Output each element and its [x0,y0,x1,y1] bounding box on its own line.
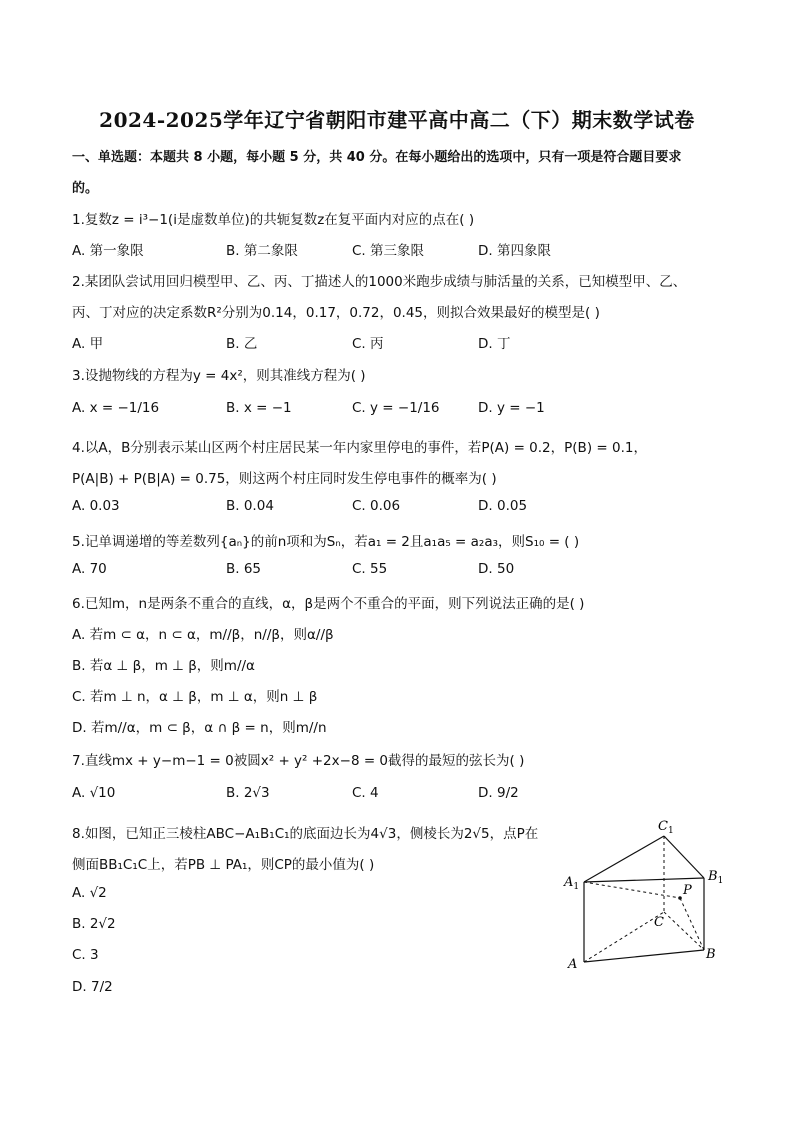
question-7-option-d: D. 9/2 [478,785,519,801]
label-c: C [654,915,664,930]
edge-ab [584,950,704,962]
question-4-option-b: B. 0.04 [226,498,274,514]
label-c1: $C_1$ [658,819,674,836]
question-4-option-d: D. 0.05 [478,498,528,514]
question-3-option-c: C. y = −1/16 [352,400,440,416]
prism-diagram [560,818,730,974]
question-1-stem: 1.复数z = i³−1(i是虚数单位)的共轭复数z在复平面内对应的点在( ) [72,212,475,228]
question-6-stem: 6.已知m，n是两条不重合的直线，α，β是两个不重合的平面，则下列说法正确的是( ) [72,596,585,612]
label-b: B [706,947,716,962]
label-b1: $B_1$ [708,869,724,886]
question-1-option-b: B. 第二象限 [226,243,298,259]
label-a: A [568,957,578,972]
section-heading-line1: 一、单选题：本题共 8 小题，每小题 5 分，共 40 分。在每小题给出的选项中，只有一项是符合题目要求 [72,150,682,165]
question-7-option-a: A. √10 [72,785,116,801]
question-8-line1: 8.如图，已知正三棱柱ABC−A₁B₁C₁的底面边长为4√3，侧棱长为2√5，点P在 [72,826,539,842]
question-2-option-d: D. 丁 [478,336,511,352]
question-6-option-c: C. 若m ⊥ n，α ⊥ β，m ⊥ α，则n ⊥ β [72,689,318,705]
page-title: 2024-2025学年辽宁省朝阳市建平高中高二（下）期末数学试卷 [99,108,695,132]
question-4-line1: 4.以A，B分别表示某山区两个村庄居民某一年内家里停电的事件，若P(A) = 0.2，P(B) = 0.1， [72,440,647,456]
segment-pb [680,898,704,950]
question-2-line1: 2.某团队尝试用回归模型甲、乙、丙、丁描述人的1000米跑步成绩与肺活量的关系，已知模型甲、乙、 [72,274,687,290]
question-8-line2: 侧面BB₁C₁C上，若PB ⊥ PA₁，则CP的最小值为( ) [72,857,375,873]
question-5-option-a: A. 70 [72,561,107,577]
question-7-option-c: C. 4 [352,785,379,801]
section-heading-line2: 的。 [72,181,99,196]
question-8-option-c: C. 3 [72,947,99,963]
question-3-stem: 3.设抛物线的方程为y = 4x²，则其准线方程为( ) [72,368,366,384]
label-a1: $A_1$ [564,875,580,892]
edge-ac-hidden [584,912,664,962]
question-5-option-d: D. 50 [478,561,515,577]
question-4-option-c: C. 0.06 [352,498,401,514]
edge-cb-hidden [664,912,704,950]
edge-a1c1 [584,836,664,882]
question-1-option-a: A. 第一象限 [72,243,144,259]
question-5-stem: 5.记单调递增的等差数列{aₙ}的前n项和为Sₙ，若a₁ = 2且a₁a₅ = a₂a₃，则S₁₀ = ( ) [72,534,580,550]
question-6-option-a: A. 若m ⊂ α，n ⊂ α，m//β，n//β，则α//β [72,627,334,643]
point-p [678,896,682,900]
question-5-option-b: B. 65 [226,561,262,577]
question-1-option-d: D. 第四象限 [478,243,551,259]
question-8-option-b: B. 2√2 [72,916,116,932]
segment-pa1 [584,882,680,898]
question-3-option-d: D. y = −1 [478,400,545,416]
question-2-option-b: B. 乙 [226,336,258,352]
question-6-option-b: B. 若α ⊥ β，m ⊥ β，则m//α [72,658,255,674]
prism-figure [560,818,730,974]
question-7-stem: 7.直线mx + y−m−1 = 0被圆x² + y² +2x−8 = 0截得的最短的弦长为( ) [72,753,525,769]
question-4-option-a: A. 0.03 [72,498,120,514]
question-1-option-c: C. 第三象限 [352,243,425,259]
label-p: P [683,883,692,898]
edge-a1b1 [584,878,704,882]
question-2-line2: 丙、丁对应的决定系数R²分别为0.14，0.17，0.72，0.45，则拟合效果最好的模型是( ) [72,305,600,321]
question-4-line2: P(A|B) + P(B|A) = 0.75，则这两个村庄同时发生停电事件的概率为( ) [72,471,497,487]
question-3-option-a: A. x = −1/16 [72,400,160,416]
question-8-option-d: D. 7/2 [72,979,113,995]
question-5-option-c: C. 55 [352,561,388,577]
question-2-option-c: C. 丙 [352,336,384,352]
edge-c1b1 [664,836,704,878]
question-8-option-a: A. √2 [72,885,107,901]
question-2-option-a: A. 甲 [72,336,104,352]
question-3-option-b: B. x = −1 [226,400,292,416]
question-6-option-d: D. 若m//α，m ⊂ β，α ∩ β = n，则m//n [72,720,327,736]
question-7-option-b: B. 2√3 [226,785,270,801]
